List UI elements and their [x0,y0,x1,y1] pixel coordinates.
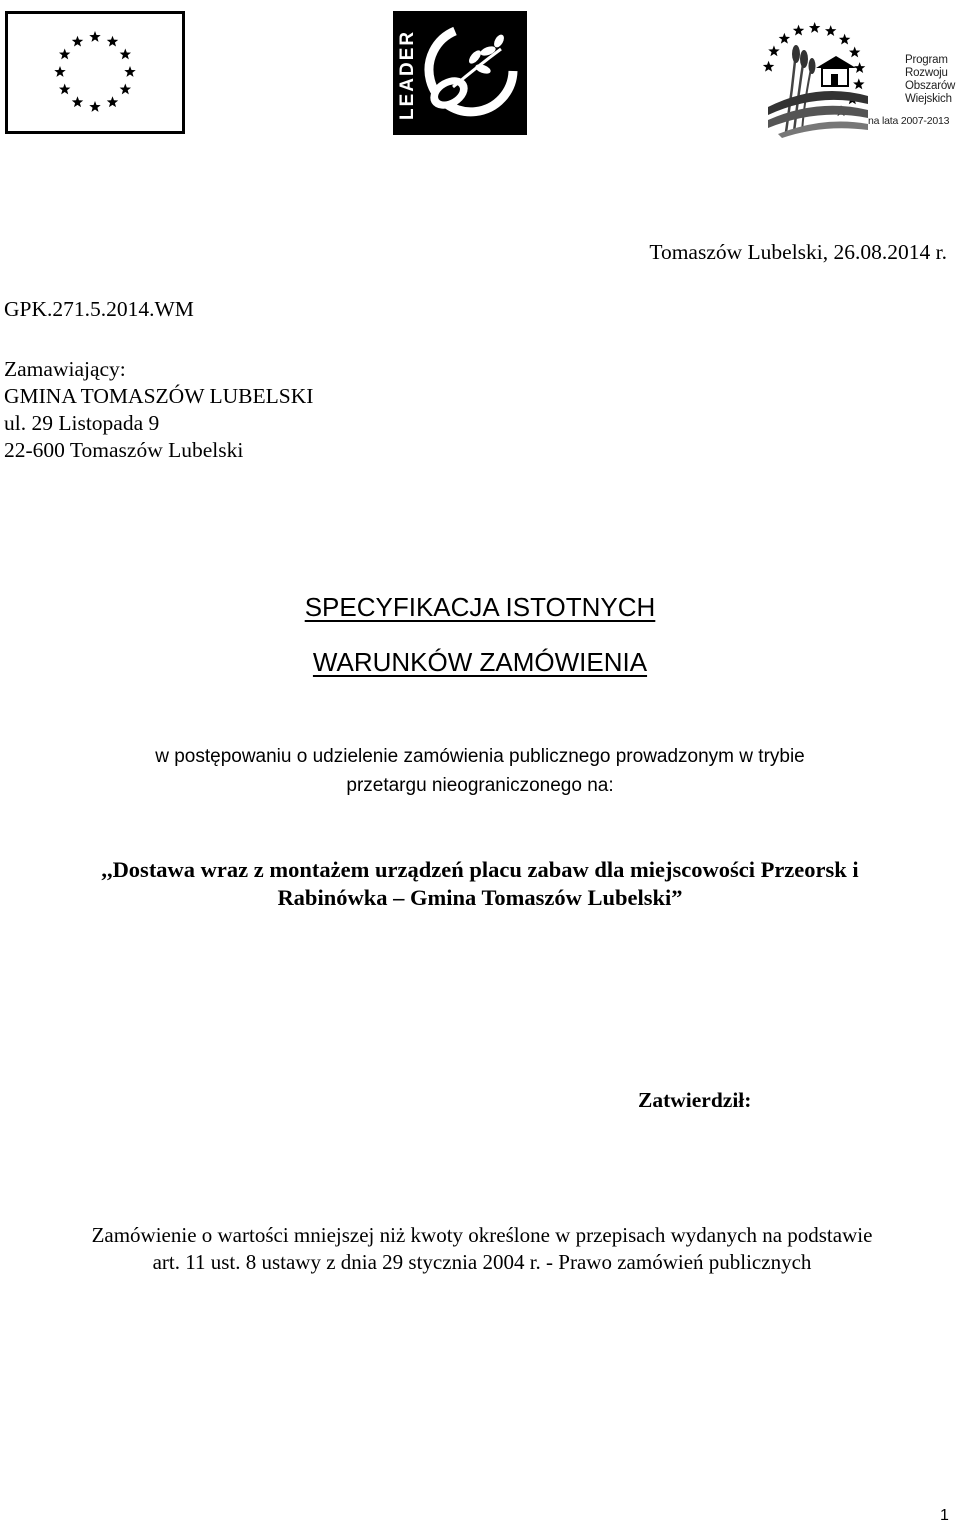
orderer-block [4,356,313,464]
prow-star-icon [854,62,865,73]
prow-emblem-icon [758,12,868,138]
prow-star-icon [839,34,850,45]
prow-star-icon [849,47,860,58]
eu-star-icon [107,96,118,107]
page-number: 1 [940,1507,949,1524]
leader-logo [393,11,527,135]
proceeding-description [0,742,960,800]
orderer-label: Zamawiający: [4,357,126,381]
proceeding-line-2: przetargu nieograniczonego na: [346,775,614,796]
prow-star-icon [809,22,820,33]
prow-star-icon [763,61,774,72]
prow-star-icon [825,25,836,36]
proceeding-line-1: w postępowaniu o udzielenie zamówienia publicznego prowadzonym w trybie [155,746,805,767]
document-title [0,580,960,690]
eu-star-icon [120,84,131,95]
eu-star-icon [72,36,83,47]
orderer-name: GMINA TOMASZÓW LUBELSKI [4,384,314,408]
eu-star-icon [89,31,100,42]
eu-star-icon [72,96,83,107]
subject-line-2: Rabinówka – Gmina Tomaszów Lubelski” [277,885,683,910]
eu-star-icon [124,66,135,77]
eu-star-icon [54,66,65,77]
subject-line-1: ,,Dostawa wraz z montażem urządzeń placu zabaw dla miejscowości Przeorsk i [101,857,859,882]
eu-flag-logo [5,11,185,134]
eu-stars-icon [8,14,182,131]
legal-note [0,1222,960,1276]
orderer-city: 22-600 Tomaszów Lubelski [4,438,244,462]
prow-period-text: na lata 2007-2013 [868,115,950,127]
title-line-1: SPECYFIKACJA ISTOTNYCH [304,592,656,622]
eu-star-icon [89,101,100,112]
eu-star-icon [59,49,70,60]
order-subject [0,856,960,912]
prow-star-icon [793,25,804,36]
title-line-2: WARUNKÓW ZAMÓWIENIA [312,647,648,677]
prow-logo [758,12,958,138]
orderer-street: ul. 29 Listopada 9 [4,411,160,435]
eu-star-icon [59,84,70,95]
legal-note-line-2: art. 11 ust. 8 ustawy z dnia 29 stycznia 2004 r. - Prawo zamówień publicznych [152,1250,812,1274]
eu-star-icon [107,36,118,47]
approval-label: Zatwierdził: [638,1088,752,1112]
prow-line: Obszarów [905,80,956,92]
prow-star-icon [779,33,790,44]
eu-star-icon [120,49,131,60]
prow-line: Wiejskich [905,93,952,105]
prow-line: Program [905,54,948,66]
reference-number: GPK.271.5.2014.WM [4,297,194,321]
prow-line: Rozwoju [905,67,948,79]
legal-note-line-1: Zamówienie o wartości mniejszej niż kwoty określone w przepisach wydanych na podstawie [91,1223,873,1247]
prow-star-icon [768,45,779,56]
date-line: Tomaszów Lubelski, 26.08.2014 r. [649,240,947,264]
prow-program-text [905,54,960,106]
prow-star-icon [853,78,864,89]
leader-label: LEADER [397,29,418,121]
